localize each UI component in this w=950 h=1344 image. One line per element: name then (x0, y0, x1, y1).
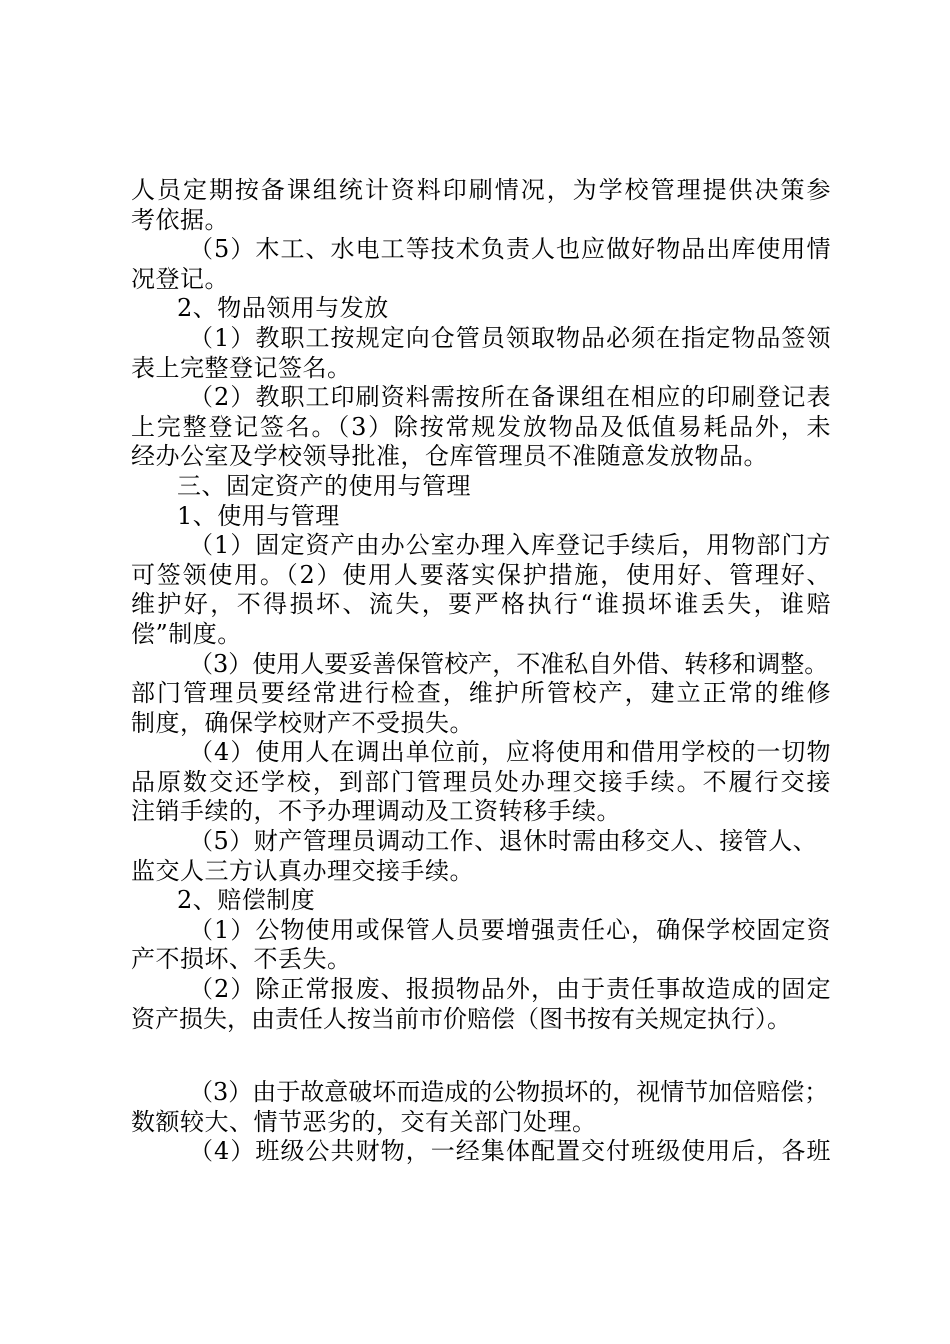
text-line: 制度，确保学校财产不受损失。 (131, 708, 474, 737)
text-line: 产不损坏、不丢失。 (131, 945, 352, 974)
text-line: 资产损失，由责任人按当前市价赔偿（图书按有关规定执行）。 (131, 1004, 791, 1033)
text-line: 品原数交还学校，到部门管理员处办理交接手续。不履行交接 (131, 767, 831, 796)
text-line: 表上完整登记签名。 (131, 353, 352, 382)
text-line: （1）教职工按规定向仓管员领取物品必须在指定物品签领 (189, 323, 831, 352)
text-line: （5）木工、水电工等技术负责人也应做好物品出库使用情 (189, 235, 831, 264)
text-line: 经办公室及学校领导批准，仓库管理员不准随意发放物品。 (131, 442, 768, 471)
text-line: （3）由于故意破坏而造成的公物损坏的，视情节加倍赔偿； (189, 1078, 829, 1107)
text-line: 况登记。 (131, 264, 229, 293)
document-body (131, 176, 831, 1167)
text-line: 人员定期按备课组统计资料印刷情况，为学校管理提供决策参 (131, 176, 831, 204)
text-line: 监交人三方认真办理交接手续。 (131, 856, 474, 885)
text-line: （4）班级公共财物，一经集体配置交付班级使用后，各班 (189, 1137, 831, 1166)
text-line: 维护好，不得损坏、流失，要严格执行“谁损坏谁丢失，谁赔 (131, 590, 831, 619)
text-line: 考依据。 (131, 205, 229, 234)
section-heading: 2、物品领用与发放 (177, 294, 389, 323)
text-line: 部门管理员要经常进行检查，维护所管校产，建立正常的维修 (131, 679, 831, 708)
section-heading: 1、使用与管理 (177, 501, 340, 530)
text-line: （1）公物使用或保管人员要增强责任心，确保学校固定资 (189, 915, 831, 944)
text-line: 数额较大、情节恶劣的，交有关部门处理。 (131, 1107, 597, 1136)
blank-line (131, 1034, 831, 1078)
text-line: （4）使用人在调出单位前，应将使用和借用学校的一切物 (189, 738, 831, 767)
text-line: （2）除正常报废、报损物品外，由于责任事故造成的固定 (189, 975, 831, 1004)
text-line: 可签领使用。（2）使用人要落实保护措施，使用好、管理好、 (131, 560, 831, 589)
text-line: （3）使用人要妥善保管校产，不准私自外借、转移和调整。 (189, 649, 829, 678)
text-line: 注销手续的，不予办理调动及工资转移手续。 (131, 797, 621, 826)
text-line: （2）教职工印刷资料需按所在备课组在相应的印刷登记表 (189, 383, 831, 412)
text-line: （5）财产管理员调动工作、退休时需由移交人、接管人、 (189, 827, 818, 856)
text-line: 偿”制度。 (131, 619, 242, 648)
section-heading: 三、固定资产的使用与管理 (177, 471, 471, 500)
section-heading: 2、赔偿制度 (177, 886, 316, 915)
text-line: （1）固定资产由办公室办理入库登记手续后，用物部门方 (189, 531, 831, 560)
text-line: 上完整登记签名。（3）除按常规发放物品及低值易耗品外，未 (131, 412, 831, 441)
